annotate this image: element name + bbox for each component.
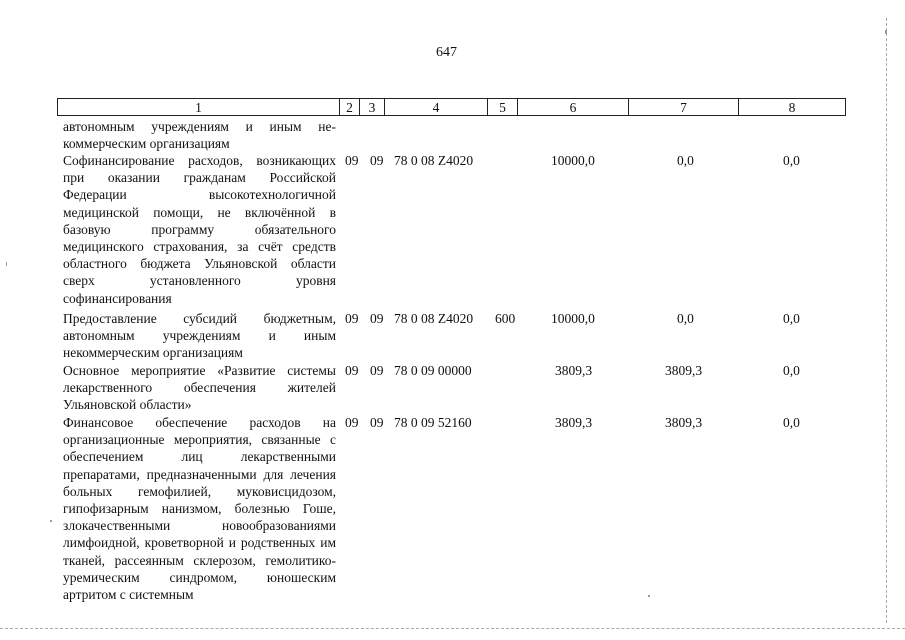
scan-dot xyxy=(6,262,7,266)
table-cell-c3: 09 xyxy=(370,415,384,430)
header-col-8: 8 xyxy=(738,99,845,115)
header-col-7: 7 xyxy=(628,99,738,115)
table-row-desc: Предоставление субсидий бюджетным, автономным учреждениям и иным некоммерческим организациям xyxy=(63,311,336,361)
table-cell-c7: 3809,3 xyxy=(665,415,703,430)
table-cell-c3: 09 xyxy=(370,311,384,326)
table-cell-c7: 3809,3 xyxy=(665,363,703,378)
scan-margin-bottom xyxy=(0,628,905,630)
table-row-desc: автономным учреждениям и иным не-коммерческим организациям xyxy=(63,119,336,152)
table-row-desc: Основное мероприятие «Развитие системы лекарственного обеспечения жителей Ульяновской области» xyxy=(63,363,336,413)
header-col-1: 1 xyxy=(195,100,202,115)
table-cell-c2: 09 xyxy=(345,153,359,168)
table-cell-c2: 09 xyxy=(345,311,359,326)
table-cell-c4: 78 0 08 Z4020 xyxy=(394,311,474,326)
header-col-2: 2 xyxy=(339,99,359,115)
table-cell-c6: 3809,3 xyxy=(555,363,593,378)
table-cell-c2: 09 xyxy=(345,363,359,378)
table-cell-c7: 0,0 xyxy=(677,153,694,168)
header-col-6: 6 xyxy=(517,99,628,115)
scan-dot xyxy=(648,595,650,597)
page-number: 647 xyxy=(436,45,457,60)
scan-dot xyxy=(50,520,52,522)
table-cell-c4: 78 0 08 Z4020 xyxy=(394,153,474,168)
scan-dot xyxy=(885,30,887,34)
header-col-3: 3 xyxy=(359,99,384,115)
table-header xyxy=(57,98,846,116)
table-cell-c4: 78 0 09 52160 xyxy=(394,415,472,430)
table-cell-c3: 09 xyxy=(370,363,384,378)
table-cell-c6: 10000,0 xyxy=(551,311,595,326)
table-cell-c8: 0,0 xyxy=(783,363,800,378)
table-cell-c6: 10000,0 xyxy=(551,153,595,168)
table-cell-c7: 0,0 xyxy=(677,311,694,326)
table-cell-c8: 0,0 xyxy=(783,311,800,326)
table-cell-c2: 09 xyxy=(345,415,359,430)
table-cell-c8: 0,0 xyxy=(783,153,800,168)
header-col-5: 5 xyxy=(487,99,517,115)
header-col-4: 4 xyxy=(384,99,487,115)
scan-margin-right xyxy=(886,18,888,623)
table-cell-c6: 3809,3 xyxy=(555,415,593,430)
table-cell-c5: 600 xyxy=(495,311,516,326)
table-row-desc: Софинансирование расходов, возникающих при оказании гражданам Российской Федерации высокотехнологичной медицинской помощи, не включённой в базовую программу обязательного медицинского страхования, за счёт средств областного бюджета Ульяновской области сверх установленного уровня софинансирования xyxy=(63,153,336,306)
table-cell-c8: 0,0 xyxy=(783,415,800,430)
table-row-desc: Финансовое обеспечение расходов на организационные мероприятия, связанные с обеспечением лиц лекарственными препаратами, предназначенными для лечения больных гемофилией, муковисцидозом, гипофизарным нанизмом, болезнью Гоше, злокачественными новообразованиями лимфоидной, кроветворной и родственных им тканей, рассеянным склерозом, гемолитико-уремическим синдромом, юношеским артритом с системным xyxy=(63,415,336,603)
table-cell-c3: 09 xyxy=(370,153,384,168)
table-cell-c4: 78 0 09 00000 xyxy=(394,363,472,378)
